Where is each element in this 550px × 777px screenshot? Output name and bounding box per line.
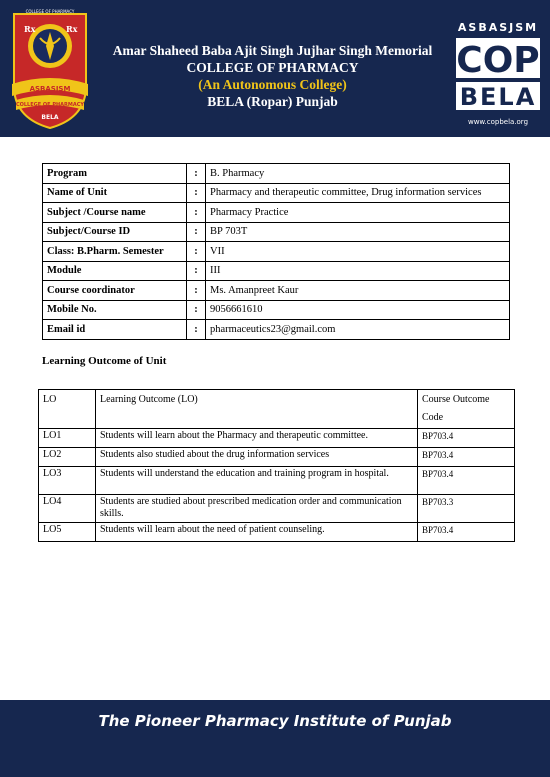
info-colon: : xyxy=(187,203,206,223)
college-location: BELA (Ropar) Punjab xyxy=(207,94,338,109)
lo-row xyxy=(39,448,515,467)
lo-row xyxy=(39,467,515,495)
info-key: Class: B.Pharm. Semester xyxy=(43,242,187,262)
lo-header-outcome: Learning Outcome (LO) xyxy=(96,390,418,429)
logo-cop-text: COP xyxy=(456,40,540,81)
course-info-table xyxy=(42,163,510,340)
info-key: Module xyxy=(43,261,187,281)
footer-banner xyxy=(0,700,550,777)
info-value: B. Pharmacy xyxy=(206,164,510,184)
lo-header-row xyxy=(39,390,515,429)
info-value: Pharmacy and therapeutic committee, Drug information services xyxy=(206,183,510,203)
info-value: 9056661610 xyxy=(206,300,510,320)
info-key: Subject/Course ID xyxy=(43,222,187,242)
lo-header-code-line1: Course Outcome xyxy=(422,394,490,405)
lo-code: BP703.3 xyxy=(418,495,515,523)
info-row xyxy=(43,222,510,242)
lo-code: BP703.4 xyxy=(418,523,515,542)
college-name: COLLEGE OF PHARMACY xyxy=(186,60,359,75)
crest-ribbon2-text: COLLEGE OF PHARMACY xyxy=(15,102,85,108)
info-colon: : xyxy=(187,261,206,281)
autonomous-status: (An Autonomous College) xyxy=(198,77,347,92)
info-key: Course coordinator xyxy=(43,281,187,301)
lo-id: LO1 xyxy=(39,429,96,448)
college-crest-logo xyxy=(6,6,94,130)
lo-id: LO2 xyxy=(39,448,96,467)
lo-outcome: Students also studied about the drug information services xyxy=(96,448,418,467)
logo-url-text: www.copbela.org xyxy=(467,118,529,126)
lo-id: LO5 xyxy=(39,523,96,542)
cop-bela-logo xyxy=(452,18,544,130)
lo-outcome: Students will understand the education and training program in hospital. xyxy=(96,467,418,495)
lo-header-id: LO xyxy=(39,390,96,429)
info-row xyxy=(43,203,510,223)
footer-tagline: The Pioneer Pharmacy Institute of Punjab xyxy=(98,712,452,730)
info-key: Email id xyxy=(43,320,187,340)
lo-row xyxy=(39,429,515,448)
info-colon: : xyxy=(187,281,206,301)
info-colon: : xyxy=(187,164,206,184)
logo-bela-text: BELA xyxy=(459,83,537,111)
info-value: III xyxy=(206,261,510,281)
info-colon: : xyxy=(187,183,206,203)
info-row xyxy=(43,320,510,340)
learning-outcome-table xyxy=(38,389,515,542)
info-colon: : xyxy=(187,300,206,320)
lo-id: LO4 xyxy=(39,495,96,523)
info-value: Pharmacy Practice xyxy=(206,203,510,223)
info-value: pharmaceutics23@gmail.com xyxy=(206,320,510,340)
learning-outcome-heading: Learning Outcome of Unit xyxy=(42,355,167,367)
lo-id: LO3 xyxy=(39,467,96,495)
info-value: Ms. Amanpreet Kaur xyxy=(206,281,510,301)
logo-top-text: ASBASJSM xyxy=(457,21,539,34)
lo-code: BP703.4 xyxy=(418,429,515,448)
info-key: Mobile No. xyxy=(43,300,187,320)
lo-outcome: Students will learn about the need of patient counseling. xyxy=(96,523,418,542)
lo-row xyxy=(39,495,515,523)
info-colon: : xyxy=(187,242,206,262)
info-colon: : xyxy=(187,320,206,340)
lo-outcome: Students are studied about prescribed medication order and communication skills. xyxy=(96,495,418,523)
info-row xyxy=(43,242,510,262)
lo-header-code-line2: Code xyxy=(422,412,444,423)
lo-row xyxy=(39,523,515,542)
crest-arc-text: COLLEGE OF PHARMACY xyxy=(25,9,75,14)
lo-code: BP703.4 xyxy=(418,448,515,467)
crest-rx-right: Rx xyxy=(66,24,78,34)
info-value: BP 703T xyxy=(206,222,510,242)
info-colon: : xyxy=(187,222,206,242)
lo-outcome: Students will learn about the Pharmacy and therapeutic committee. xyxy=(96,429,418,448)
info-row xyxy=(43,281,510,301)
info-row xyxy=(43,183,510,203)
crest-rx-left: Rx xyxy=(24,24,36,34)
header-banner xyxy=(0,0,550,137)
info-row xyxy=(43,300,510,320)
lo-header-code xyxy=(418,390,515,429)
info-row xyxy=(43,261,510,281)
info-value: VII xyxy=(206,242,510,262)
crest-base-text: BELA xyxy=(41,114,59,121)
info-key: Subject /Course name xyxy=(43,203,187,223)
info-key: Program xyxy=(43,164,187,184)
info-key: Name of Unit xyxy=(43,183,187,203)
info-row xyxy=(43,164,510,184)
lo-code: BP703.4 xyxy=(418,467,515,495)
crest-ribbon-text: ASBASJSM xyxy=(29,85,71,93)
institution-name-block xyxy=(100,42,445,110)
institution-memorial-name: Amar Shaheed Baba Ajit Singh Jujhar Singh Memorial xyxy=(112,43,433,58)
